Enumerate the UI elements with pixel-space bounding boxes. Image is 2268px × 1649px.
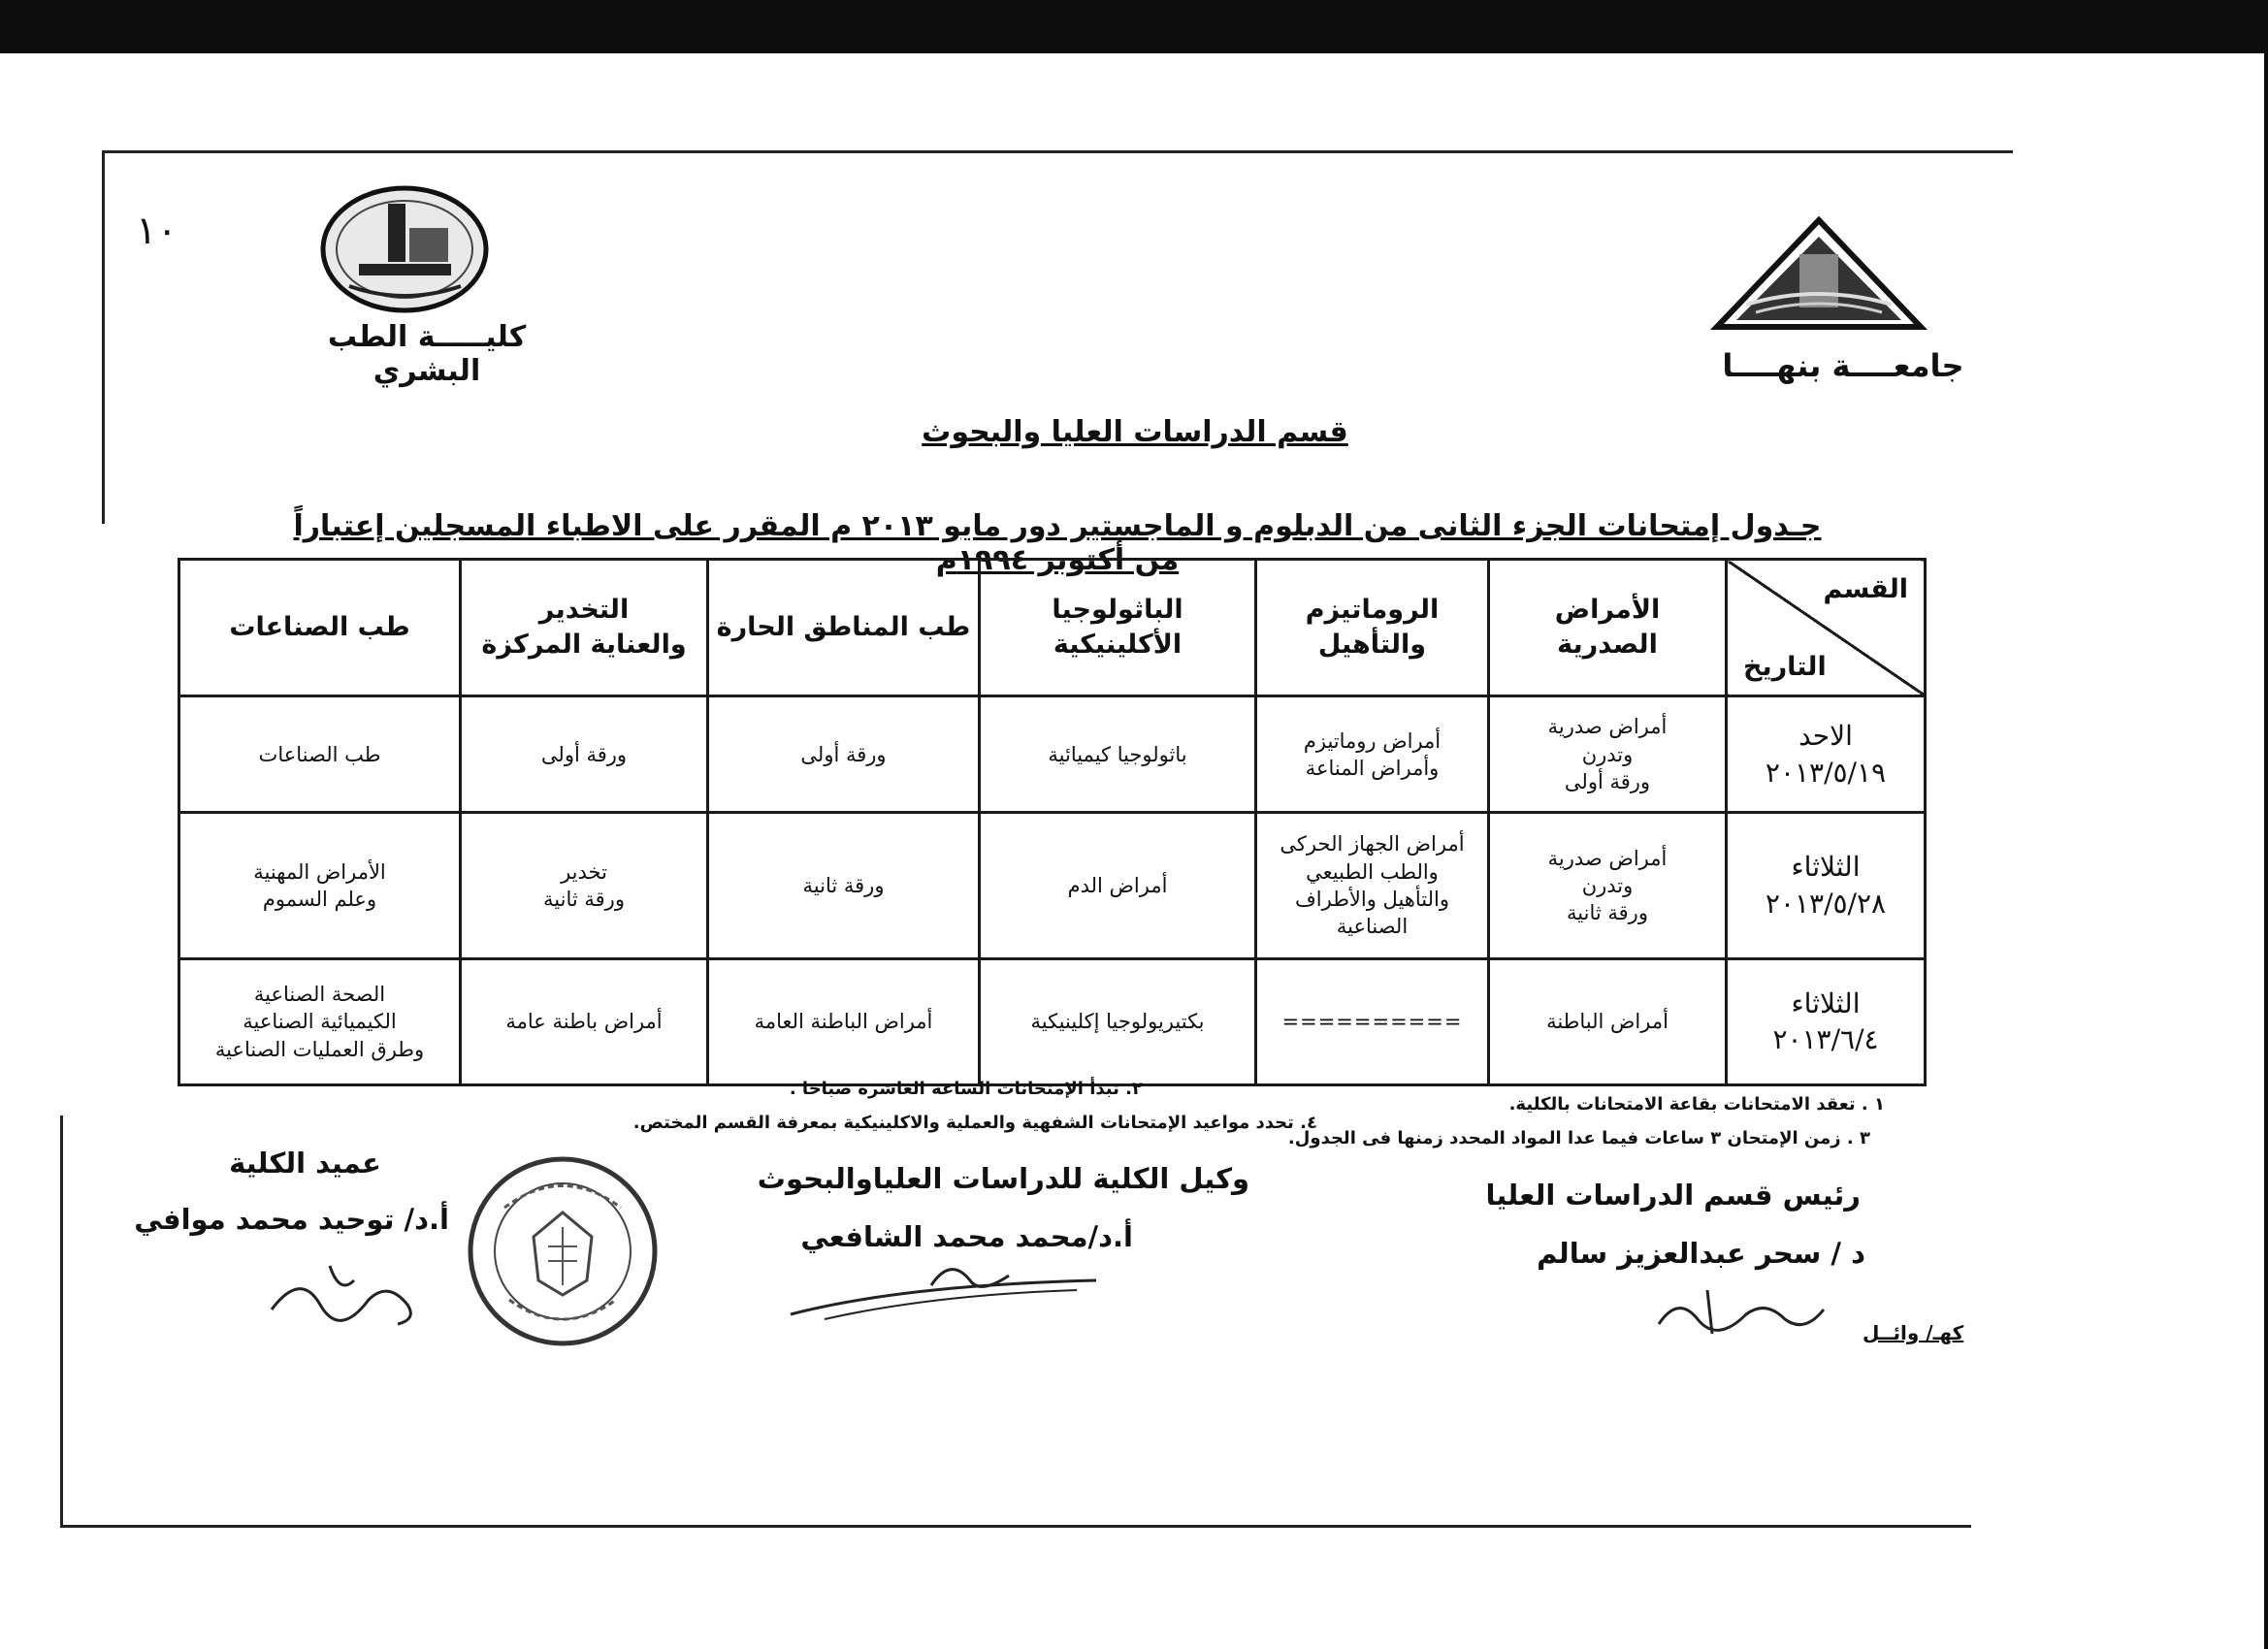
dean-title: عميد الكلية — [229, 1147, 381, 1180]
header-chest-diseases: الأمراض الصدرية — [1489, 560, 1727, 696]
table-cell: أمراض الجهاز الحركى والطب الطبيعي والتأهيل والأطراف الصناعية — [1256, 813, 1489, 958]
table-cell: أمراض الباطنة — [1489, 958, 1727, 1084]
frame-left-line-lower — [60, 1116, 63, 1528]
head-title: رئيس قسم الدراسات العليا — [1485, 1179, 1861, 1212]
corner-date-label: التاريخ — [1743, 651, 1827, 682]
university-name: جامعــــة بنهــــا — [1722, 347, 1964, 384]
typist-initials: كهـ/ وائــل — [1863, 1321, 1964, 1344]
exam-schedule-table — [178, 558, 1927, 1086]
scan-top-border — [0, 0, 2268, 53]
table-cell: أمراض الباطنة العامة — [708, 958, 980, 1084]
faculty-stamp — [466, 1154, 660, 1348]
table-cell: أمراض الدم — [980, 813, 1256, 958]
vice-dean-signature-scribble — [786, 1246, 1106, 1324]
table-cell: ========== — [1256, 958, 1489, 1084]
faculty-name: كليـــــة الطب البشري — [327, 320, 527, 388]
table-cell: أمراض روماتيزم وأمراض المناعة — [1256, 696, 1489, 813]
table-header-row — [179, 560, 1926, 696]
frame-left-line — [102, 150, 105, 524]
frame-top-line — [102, 150, 2013, 153]
page-number: ١٠ — [136, 209, 178, 253]
scan-right-border — [2264, 0, 2268, 1649]
department-title — [795, 415, 1474, 449]
header-anesthesia: التخدير والعناية المركزة — [461, 560, 708, 696]
dean-name: أ.د/ توحيد محمد موافي — [134, 1203, 449, 1236]
header-rheumatology: الروماتيزم والتأهيل — [1256, 560, 1489, 696]
header-clinical-pathology: الباثولوجيا الأكلينيكية — [980, 560, 1256, 696]
date-cell: الاحد ٢٠١٣/٥/١٩ — [1727, 696, 1926, 813]
table-cell: أمراض صدرية وتدرن ورقة ثانية — [1489, 813, 1727, 958]
note-1: ١ . تعقد الامتحانات بقاعة الامتحانات بالكلية. — [1508, 1094, 1885, 1115]
table-row — [179, 696, 1926, 813]
vice-dean-name: أ.د/محمد محمد الشافعي — [800, 1220, 1133, 1253]
table-row — [179, 958, 1926, 1084]
date-cell: الثلاثاء ٢٠١٣/٥/٢٨ — [1727, 813, 1926, 958]
table-cell: تخدير ورقة ثانية — [461, 813, 708, 958]
table-cell: أمراض صدرية وتدرن ورقة أولى — [1489, 696, 1727, 813]
note-2: ٢. تبدأ الإمتحانات الساعة العاشرة صباحا . — [789, 1079, 1143, 1099]
frame-bottom-line — [60, 1525, 1971, 1528]
table-cell: ورقة ثانية — [708, 813, 980, 958]
table-cell: ورقة أولى — [708, 696, 980, 813]
header-industrial-medicine: طب الصناعات — [179, 560, 461, 696]
head-name: د / سحر عبدالعزيز سالم — [1537, 1237, 1865, 1270]
department-title-text: قسم الدراسات العليا والبحوث — [922, 415, 1348, 449]
dean-signature-scribble — [262, 1251, 427, 1334]
table-cell: الأمراض المهنية وعلم السموم — [179, 813, 461, 958]
table-cell: أمراض باطنة عامة — [461, 958, 708, 1084]
university-logo — [1707, 215, 1930, 332]
table-cell: طب الصناعات — [179, 696, 461, 813]
schedule-title-text: جـدول إمتحانات الجزء الثانى من الدبلوم و الماجستير دور مايو ٢٠١٣ م المقرر على الاطباء المسجلين إعتباراً من أكتوبر ١٩٩٤م — [293, 509, 1822, 577]
header-tropical-medicine: طب المناطق الحارة — [708, 560, 980, 696]
table-cell: باثولوجيا كيميائية — [980, 696, 1256, 813]
note-4: ٤. تحدد مواعيد الإمتحانات الشفهية والعملية والاكلينيكية بمعرفة القسم المختص. — [632, 1113, 1317, 1133]
vice-dean-title: وكيل الكلية للدراسات العلياوالبحوث — [757, 1162, 1249, 1195]
faculty-logo — [320, 184, 490, 315]
table-cell: ورقة أولى — [461, 696, 708, 813]
date-cell: الثلاثاء ٢٠١٣/٦/٤ — [1727, 958, 1926, 1084]
table-cell: بكتيريولوجيا إكلينيكية — [980, 958, 1256, 1084]
table-cell: الصحة الصناعية الكيميائية الصناعية وطرق العمليات الصناعية — [179, 958, 461, 1084]
table-row — [179, 813, 1926, 958]
head-signature-scribble — [1649, 1280, 1833, 1343]
corner-department-label: القسم — [1823, 574, 1908, 604]
note-3: ٣ . زمن الإمتحان ٣ ساعات فيما عدا المواد المحدد زمنها فى الجدول. — [1287, 1128, 1870, 1148]
corner-cell — [1727, 560, 1926, 696]
